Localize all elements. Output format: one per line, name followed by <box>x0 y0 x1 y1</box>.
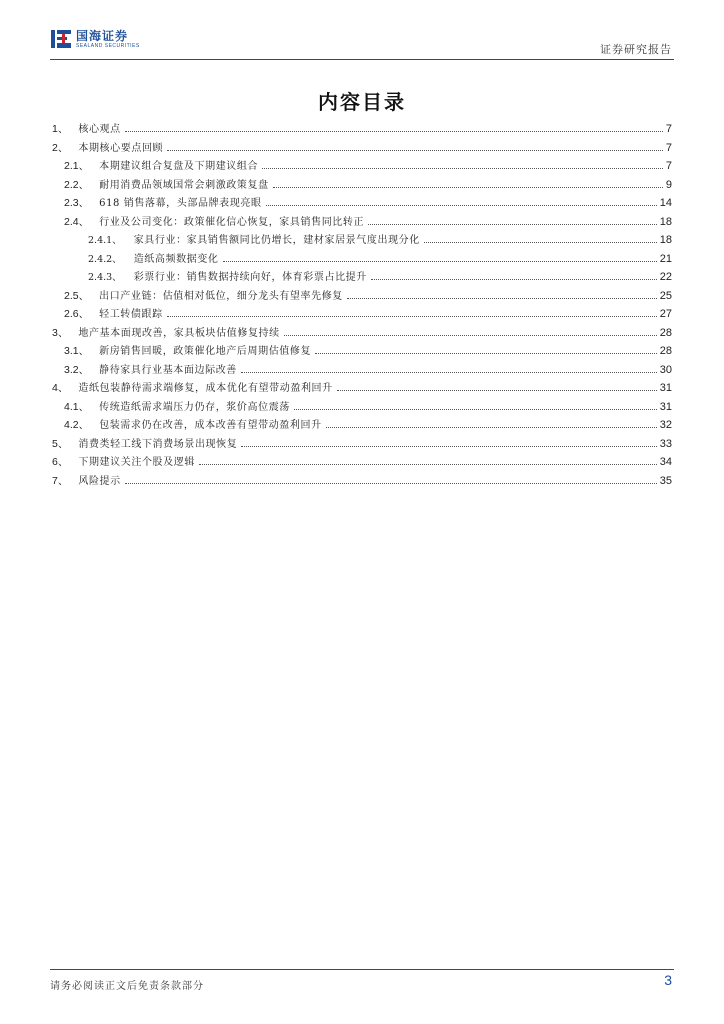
toc-entry-title: 行业及公司变化：政策催化信心恢复，家具销售同比转正 <box>99 216 365 228</box>
toc-entry[interactable] <box>52 379 672 398</box>
toc-entry-page: 32 <box>659 419 672 431</box>
toc-entry[interactable] <box>52 157 672 176</box>
toc-entry[interactable] <box>52 361 672 380</box>
toc-entry-number: 5、 <box>52 437 69 450</box>
toc-entry-number: 7、 <box>52 474 69 487</box>
table-of-contents <box>52 120 672 490</box>
toc-entry[interactable] <box>52 268 672 287</box>
report-type-label: 证券研究报告 <box>600 43 672 56</box>
toc-entry-number: 2.4、 <box>64 215 90 228</box>
toc-entry-title: 本期核心要点回顾 <box>78 142 164 154</box>
toc-entry-title: 618 销售落幕，头部品牌表现亮眼 <box>99 198 262 209</box>
toc-entry-number: 2.1、 <box>64 160 90 172</box>
toc-dot-leader <box>371 279 657 280</box>
toc-entry-number: 2.5、 <box>64 289 90 302</box>
toc-entry-number: 2.4.1、 <box>88 235 122 246</box>
page-number: 3 <box>664 972 672 988</box>
toc-dot-leader <box>167 316 657 317</box>
toc-entry-number: 3、 <box>52 326 69 339</box>
toc-entry-title: 本期建议组合复盘及下期建议组合 <box>99 161 259 172</box>
toc-entry-number: 6、 <box>52 456 69 468</box>
toc-dot-leader <box>223 261 657 262</box>
toc-dot-leader <box>424 242 657 243</box>
toc-entry-title: 造纸高频数据变化 <box>133 253 219 265</box>
toc-entry-page: 25 <box>659 289 672 302</box>
toc-entry-number: 1、 <box>52 123 69 135</box>
toc-dot-leader <box>266 205 657 206</box>
toc-entry-number: 2.4.3、 <box>88 272 122 283</box>
toc-entry-number: 4、 <box>52 382 69 394</box>
toc-dot-leader <box>337 390 657 391</box>
toc-entry-title: 包装需求仍在改善，成本改善有望带动盈利回升 <box>99 420 322 431</box>
toc-entry-title: 家具行业：家具销售额同比仍增长，建材家居景气度出现分化 <box>133 235 420 246</box>
toc-entry-page: 7 <box>665 123 672 135</box>
toc-entry-page: 21 <box>659 252 672 265</box>
toc-dot-leader <box>284 335 657 336</box>
toc-entry[interactable] <box>52 250 672 269</box>
footer-divider <box>50 969 674 970</box>
toc-entry-title: 造纸包装静待需求端修复，成本优化有望带动盈利回升 <box>78 383 333 394</box>
toc-entry-number: 2、 <box>52 141 69 154</box>
toc-entry-page: 7 <box>665 160 672 172</box>
toc-entry-page: 22 <box>659 271 672 283</box>
toc-entry[interactable] <box>52 176 672 195</box>
toc-entry-number: 4.2、 <box>64 419 90 431</box>
toc-entry[interactable] <box>52 305 672 324</box>
toc-dot-leader <box>125 131 663 132</box>
toc-dot-leader <box>315 353 657 354</box>
toc-entry[interactable] <box>52 324 672 343</box>
toc-entry-title: 风险提示 <box>78 475 121 487</box>
toc-dot-leader <box>199 464 657 465</box>
toc-entry-title: 耐用消费品领域国常会刺激政策复盘 <box>99 179 269 191</box>
toc-entry-page: 27 <box>659 308 672 320</box>
toc-entry-page: 30 <box>659 363 672 376</box>
toc-entry[interactable] <box>52 435 672 454</box>
toc-entry[interactable] <box>52 472 672 491</box>
toc-entry-page: 31 <box>659 400 672 413</box>
toc-entry-page: 33 <box>659 437 672 450</box>
toc-entry-title: 消费类轻工线下消费场景出现恢复 <box>78 438 238 450</box>
toc-entry-title: 轻工转债跟踪 <box>99 309 163 320</box>
page-header <box>50 28 674 62</box>
toc-entry-title: 地产基本面现改善，家具板块估值修复持续 <box>78 327 280 339</box>
toc-entry-title: 传统造纸需求端压力仍存，浆价高位震荡 <box>99 401 290 413</box>
toc-entry-page: 31 <box>659 382 672 394</box>
toc-entry-title: 出口产业链：估值相对低位，细分龙头有望率先修复 <box>99 290 343 302</box>
disclaimer-note: 请务必阅读正文后免责条款部分 <box>50 981 204 992</box>
toc-entry-number: 2.2、 <box>64 178 90 191</box>
toc-dot-leader <box>125 483 657 484</box>
toc-entry[interactable] <box>52 342 672 361</box>
toc-entry[interactable] <box>52 287 672 306</box>
toc-dot-leader <box>347 298 657 299</box>
toc-entry-page: 35 <box>659 474 672 487</box>
toc-entry-title: 静待家具行业基本面边际改善 <box>99 364 237 376</box>
toc-entry-number: 2.6、 <box>64 308 90 320</box>
toc-entry-title: 下期建议关注个股及逻辑 <box>78 457 195 468</box>
toc-entry-title: 彩票行业：销售数据持续向好，体育彩票占比提升 <box>133 272 367 283</box>
toc-entry-page: 28 <box>659 345 672 357</box>
toc-entry-page: 9 <box>665 178 672 191</box>
toc-entry[interactable] <box>52 416 672 435</box>
logo-chinese-name: 国海证券 <box>76 28 129 43</box>
toc-entry[interactable] <box>52 213 672 232</box>
toc-entry-title: 新房销售回暖，政策催化地产后周期估值修复 <box>99 346 312 357</box>
toc-entry[interactable] <box>52 231 672 250</box>
toc-dot-leader <box>368 224 657 225</box>
toc-dot-leader <box>167 150 663 151</box>
toc-dot-leader <box>241 446 656 447</box>
toc-entry-number: 4.1、 <box>64 400 90 413</box>
toc-entry[interactable] <box>52 139 672 158</box>
toc-entry-number: 3.2、 <box>64 363 90 376</box>
company-logo <box>50 28 140 50</box>
toc-entry[interactable] <box>52 120 672 139</box>
toc-entry[interactable] <box>52 194 672 213</box>
toc-dot-leader <box>262 168 663 169</box>
sealand-logo-icon <box>50 28 72 50</box>
toc-entry[interactable] <box>52 398 672 417</box>
toc-entry-page: 18 <box>659 234 672 246</box>
toc-entry-number: 2.4.2、 <box>88 253 122 265</box>
toc-entry-title: 核心观点 <box>78 124 121 135</box>
toc-entry[interactable] <box>52 453 672 472</box>
toc-entry-number: 2.3、 <box>64 197 90 209</box>
toc-entry-page: 18 <box>659 215 672 228</box>
page-title: 内容目录 <box>318 90 406 114</box>
toc-entry-number: 3.1、 <box>64 345 90 357</box>
toc-entry-page: 34 <box>659 456 672 468</box>
toc-entry-page: 7 <box>665 141 672 154</box>
header-divider <box>50 59 674 60</box>
toc-dot-leader <box>326 427 657 428</box>
toc-entry-page: 28 <box>659 326 672 339</box>
toc-dot-leader <box>273 187 663 188</box>
logo-english-name: SEALAND SECURITIES <box>76 42 140 49</box>
toc-entry-page: 14 <box>659 197 672 209</box>
toc-dot-leader <box>294 409 657 410</box>
toc-dot-leader <box>241 372 657 373</box>
